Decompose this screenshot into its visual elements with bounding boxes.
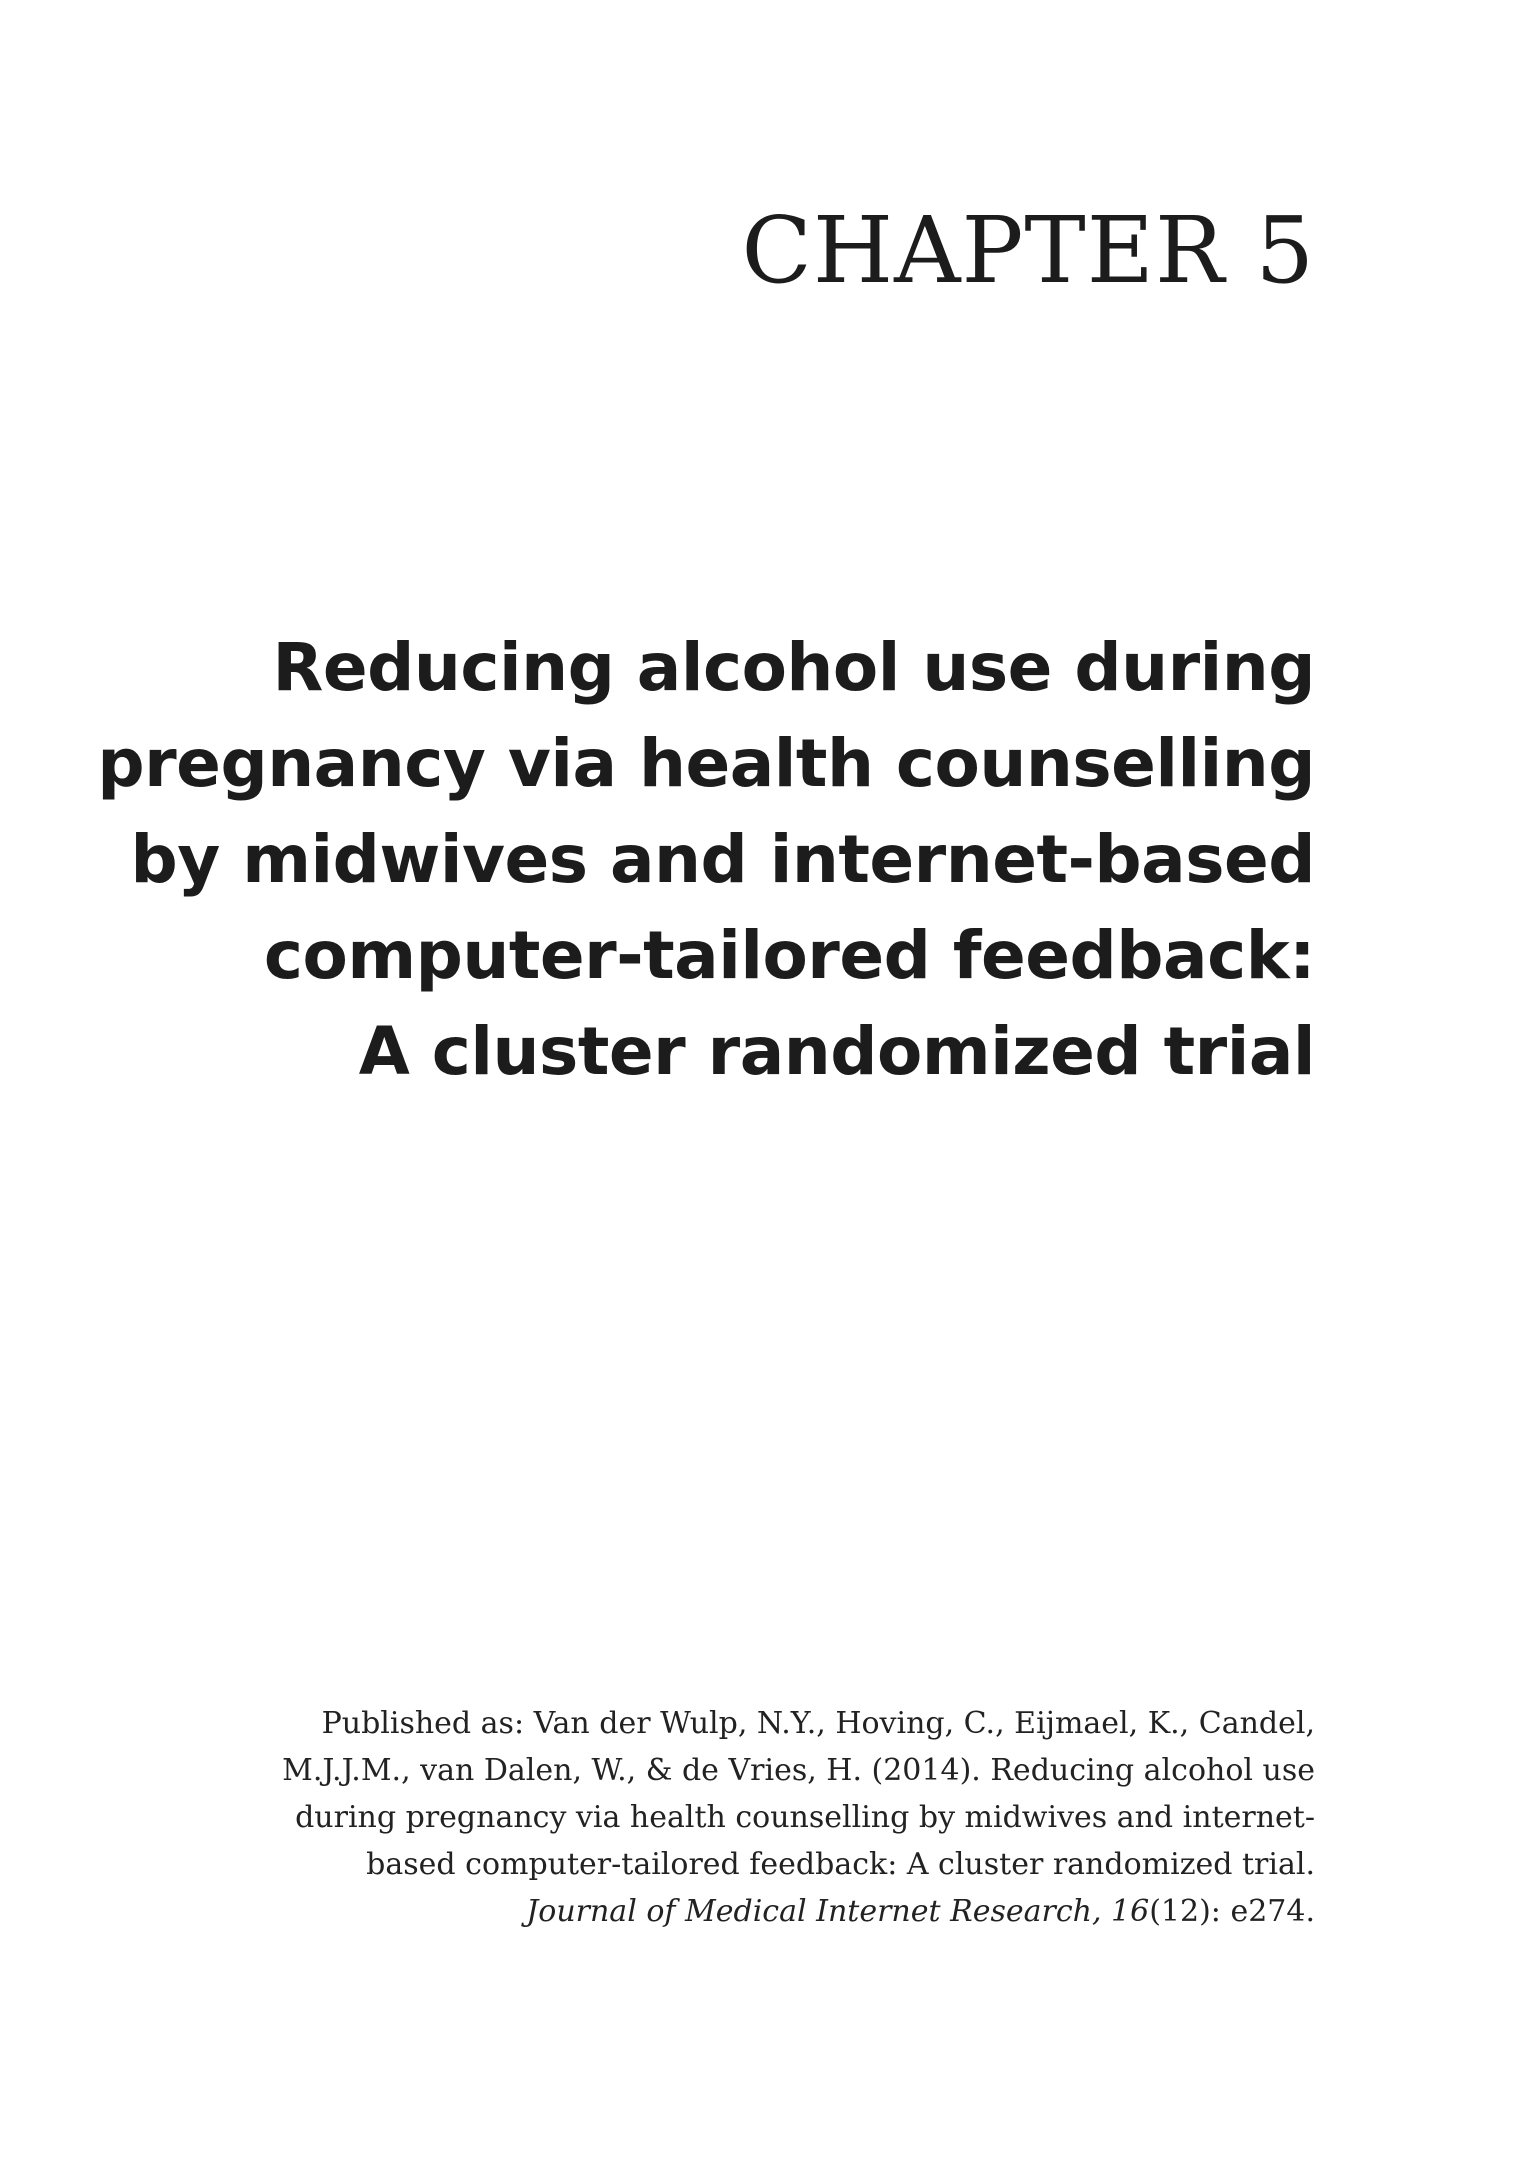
citation-line: M.J.J.M., van Dalen, W., & de Vries, H. (2014). Reducing alcohol use <box>282 1753 1315 1788</box>
citation-line: Published as: Van der Wulp, N.Y., Hoving, C., Eijmael, K., Candel, <box>321 1706 1315 1741</box>
citation-line: during pregnancy via health counselling by midwives and internet- <box>295 1800 1315 1835</box>
citation-journal-line <box>282 1888 1315 1935</box>
title-line: A cluster randomized trial <box>358 1013 1315 1090</box>
title-line: pregnancy via health counselling <box>97 725 1315 802</box>
journal-issue-pages: (12): e274. <box>1149 1894 1315 1929</box>
title-line: Reducing alcohol use during <box>272 629 1315 706</box>
journal-volume: 16 <box>1111 1894 1150 1929</box>
title-line: by midwives and internet-based <box>130 821 1315 898</box>
title-line: computer-tailored feedback: <box>263 917 1315 994</box>
chapter-heading: CHAPTER 5 <box>741 197 1315 304</box>
publication-citation <box>282 1700 1315 1935</box>
chapter-title <box>97 620 1315 1100</box>
journal-name: Journal of Medical Internet Research, <box>526 1894 1102 1929</box>
citation-line: based computer-tailored feedback: A cluster randomized trial. <box>366 1847 1315 1882</box>
